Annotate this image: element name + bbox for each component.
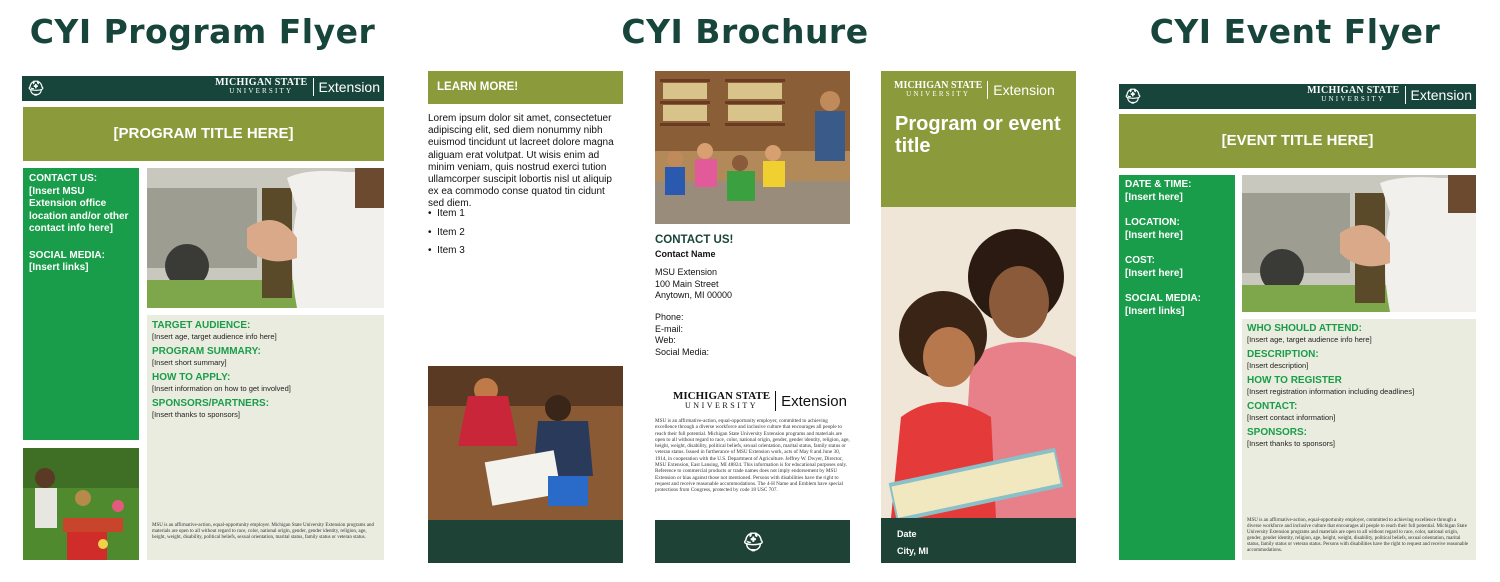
- location-text: [Insert here]: [1125, 229, 1183, 241]
- cover-title: Program or event title: [895, 113, 1061, 157]
- target-audience-heading: TARGET AUDIENCE:: [152, 320, 251, 331]
- contact-text: [Insert MSU Extension office location and/or other contact info here]: [29, 185, 129, 234]
- sponsors-text: [Insert thanks to sponsors]: [1247, 439, 1335, 448]
- brochure-panel-cover: [881, 71, 1076, 563]
- program-contact-panel: [23, 168, 139, 440]
- spartan-helmet-icon: ⛑: [1124, 88, 1142, 104]
- social-text: [Insert links]: [29, 262, 89, 273]
- who-should-attend-text: [Insert age, target audience info here]: [1247, 335, 1372, 344]
- program-summary-heading: PROGRAM SUMMARY:: [152, 346, 261, 357]
- description-text: [Insert description]: [1247, 361, 1309, 370]
- event-city: City, MI: [897, 546, 929, 556]
- event-fine-print: MSU is an affirmative-action, equal-opportunity employer, committed to achieving excellence through a diverse workforce and inclusive culture that encourages all people to reach their full potential. Michigan State University Extension programs and materials are open to all without regard to race, color, national origin, gender, gender identity, religion, age, height, weight, disability, political beliefs, sexual orientation, marital status, family status or veteran status. Persons with disabilities have the right to request and receive reasonable accommodations.: [1247, 518, 1469, 553]
- photo-students-studying: [428, 366, 623, 520]
- sponsors-heading: SPONSORS:: [1247, 427, 1308, 438]
- cover-footer: [881, 518, 1076, 563]
- contact-heading: CONTACT:: [1247, 401, 1298, 412]
- program-fine-print: MSU is an affirmative-action, equal-opportunity employer. Michigan State University Extension programs and materials are open to all without regard to race, color, national origin, gender, gender identity, religion, age, height, weight, disability, political beliefs, sexual orientation, marital status, family status or veteran status.: [152, 523, 374, 540]
- program-info-panel: [147, 315, 384, 560]
- spartan-helmet-icon: ⛑: [27, 80, 45, 96]
- event-date: Date: [897, 529, 917, 539]
- how-to-register-text: [Insert registration information including deadlines]: [1247, 387, 1415, 396]
- target-audience-text: [Insert age, target audience info here]: [152, 332, 277, 341]
- date-time-text: [Insert here]: [1125, 191, 1183, 203]
- contact-fields: Phone: E-mail: Web: Social Media:: [655, 312, 710, 357]
- photo-library-storytime: [655, 71, 850, 224]
- spartan-helmet-icon: ⛑: [742, 532, 765, 552]
- contact-us-heading: CONTACT US!: [655, 234, 734, 246]
- social-media-text: [Insert links]: [1125, 305, 1185, 317]
- photo-girl-with-books: [1242, 175, 1476, 312]
- photo-mother-daughter-reading: [881, 207, 1076, 518]
- event-details-panel: [1119, 175, 1235, 560]
- event-flyer-title: CYI Event Flyer: [1149, 12, 1441, 51]
- msu-extension-wordmark: MICHIGAN STATE UNIVERSITY Extension: [215, 77, 380, 95]
- date-time-label: DATE & TIME:: [1125, 179, 1192, 190]
- program-flyer-title: CYI Program Flyer: [29, 12, 376, 51]
- brochure-panel-footer-left: [428, 520, 623, 563]
- brochure-panel-back: [655, 71, 850, 563]
- msu-extension-wordmark: MICHIGAN STATE UNIVERSITY Extension: [1307, 85, 1472, 103]
- cost-text: [Insert here]: [1125, 267, 1183, 279]
- social-label: SOCIAL MEDIA:: [29, 249, 105, 261]
- brochure-panel-footer-middle: [655, 520, 850, 563]
- contact-text: [Insert contact information]: [1247, 413, 1336, 422]
- list-item: • Item 1: [428, 208, 465, 219]
- program-summary-text: [Insert short summary]: [152, 358, 227, 367]
- event-title-banner: [EVENT TITLE HERE]: [1119, 114, 1476, 168]
- cost-label: COST:: [1125, 255, 1155, 266]
- how-to-register-heading: HOW TO REGISTER: [1247, 375, 1342, 386]
- contact-label: CONTACT US:: [29, 173, 98, 184]
- event-flyer: [1119, 84, 1476, 560]
- brochure-fine-print: MSU is an affirmative-action, equal-opportunity employer, committed to achieving excellence through a diverse workforce and inclusive culture that encourages all people to reach their full potential. Michigan State University Extension programs and materials are open to all without regard to race, color, national origin, gender, gender identity, religion, age, height, weight, disability, political beliefs, sexual orientation, marital status, family status or veteran status. Issued in furtherance of MSU Extension work, acts of May 8 and June 30, 1914, in cooperation with the U.S. Department of Agriculture. Jeffrey W. Dwyer, Director, MSU Extension, East Lansing, MI 48824. This information is for educational purposes only. Reference to commercial products or trade names does not imply endorsement by MSU Extension or bias against those not mentioned. Persons with disabilities have the right to request and receive reasonable accommodations. The 4-H Name and Emblem have special protections from Congress, protected by code 18 USC 707.: [655, 418, 850, 494]
- how-to-apply-heading: HOW TO APPLY:: [152, 372, 231, 383]
- description-heading: DESCRIPTION:: [1247, 349, 1319, 360]
- event-msu-bar: [1119, 84, 1476, 109]
- contact-name: Contact Name: [655, 249, 716, 259]
- photo-girl-with-books: [147, 168, 384, 308]
- location-label: LOCATION:: [1125, 217, 1180, 228]
- how-to-apply-text: [Insert information on how to get involved]: [152, 384, 291, 393]
- brochure-panel-inside: [428, 71, 623, 563]
- contact-address: MSU Extension 100 Main Street Anytown, MI 00000: [655, 267, 733, 300]
- sponsors-heading: SPONSORS/PARTNERS:: [152, 398, 270, 409]
- learn-more-banner: LEARN MORE!: [428, 71, 623, 104]
- brochure-title: CYI Brochure: [621, 12, 869, 51]
- lorem-paragraph: Lorem ipsum dolor sit amet, consectetuer adipiscing elit, sed diem nonummy nibh euismod tincidunt ut lacreet dolore magna aliguam erat volutpat. Ut wisis enim ad minim veniam, quis nostrud exerci tution ullamcorper suscipit lobortis nisl ut aliquip ex ea commodo conse quatod tin cidunt sed diem.: [428, 113, 614, 210]
- program-flyer: [22, 76, 384, 560]
- list-item: • Item 3: [428, 245, 465, 256]
- who-should-attend-heading: WHO SHOULD ATTEND:: [1247, 323, 1362, 334]
- social-media-label: SOCIAL MEDIA:: [1125, 293, 1201, 304]
- event-info-panel: [1242, 319, 1476, 560]
- photo-garden-activity: [23, 448, 139, 560]
- program-title-banner: [PROGRAM TITLE HERE]: [23, 107, 384, 161]
- list-item: • Item 2: [428, 226, 465, 238]
- sponsors-text: [Insert thanks to sponsors]: [152, 410, 240, 419]
- cover-title-block: [881, 71, 1076, 207]
- msu-extension-wordmark-dark: MICHIGAN STATE UNIVERSITY Extension: [673, 390, 847, 410]
- program-msu-bar: [22, 76, 384, 101]
- item-list: [428, 205, 465, 261]
- msu-extension-wordmark: MICHIGAN STATE UNIVERSITY Extension: [894, 80, 1055, 98]
